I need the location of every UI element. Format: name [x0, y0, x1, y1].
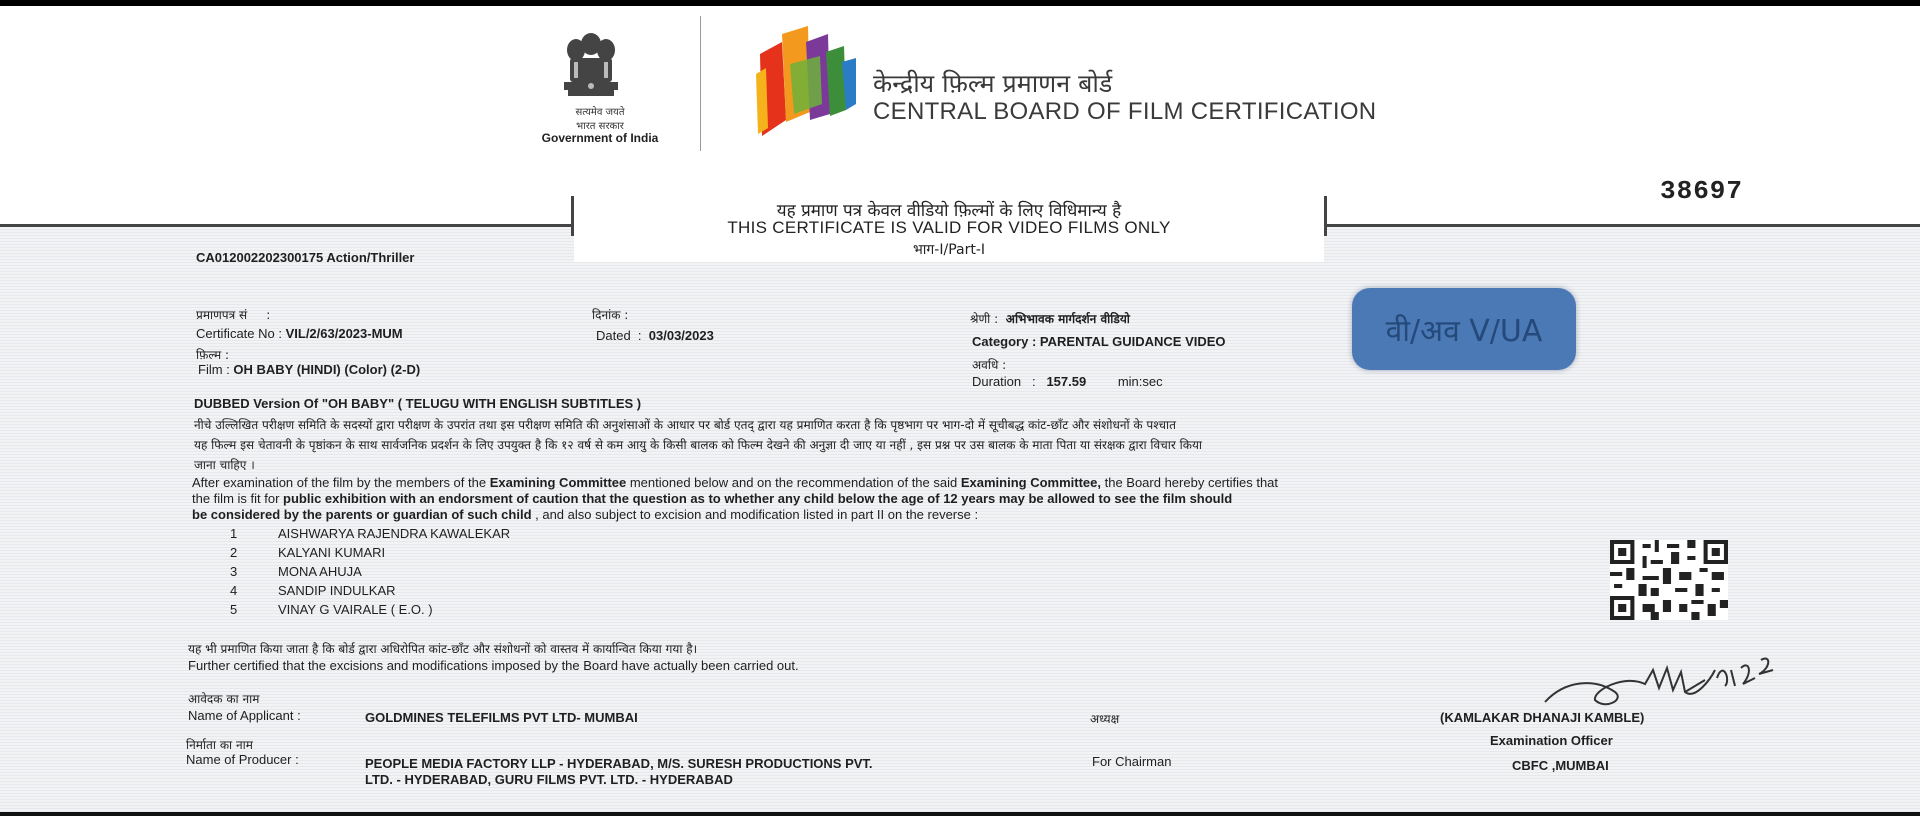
committee-member-2: KALYANI KUMARI	[278, 545, 386, 560]
applicant-label-hindi: आवेदक का नाम	[188, 692, 260, 706]
english-paragraph-line-3: be considered by the parents or guardian of such child , and also subject to excision and modification listed in part II on the reverse :	[192, 507, 979, 522]
committee-member-1: AISHWARYA RAJENDRA KAWALEKAR	[278, 526, 511, 541]
committee-number-2: 2	[230, 545, 238, 560]
header-divider	[700, 16, 701, 151]
band-tick-right	[1324, 196, 1327, 236]
top-border	[0, 0, 1920, 6]
reference-code: CA012002202300175 Action/Thriller	[196, 250, 415, 265]
state-emblem-icon	[556, 30, 626, 105]
board-english-name: CENTRAL BOARD OF FILM CERTIFICATION	[873, 98, 1377, 125]
officer-name: (KAMLAKAR DHANAJI KAMBLE)	[1440, 710, 1645, 725]
category-row: Category : PARENTAL GUIDANCE VIDEO	[972, 334, 1226, 349]
duration-label-hindi: अवधि :	[972, 358, 1007, 372]
certificate-label-hindi: प्रमाणपत्र सं :	[196, 308, 271, 322]
dated-value: 03/03/2023	[648, 328, 714, 343]
dated-label: Dated	[596, 328, 631, 343]
category-value-hindi: अभिभावक मार्गदर्शन वीडियो	[1005, 312, 1130, 326]
committee-member-5: VINAY G VAIRALE ( E.O. )	[278, 602, 433, 617]
committee-member-4: SANDIP INDULKAR	[278, 583, 396, 598]
validity-part: भाग-I/Part-I	[912, 242, 986, 258]
dated-row: Dated : 03/03/2023	[596, 328, 714, 343]
producer-name-line-1: PEOPLE MEDIA FACTORY LLP - HYDERABAD, M/S. SURESH PRODUCTIONS PVT.	[365, 756, 873, 771]
committee-number-4: 4	[230, 583, 238, 598]
further-certified-english: Further certified that the excisions and modifications imposed by the Board have actually been carried out.	[188, 658, 799, 673]
producer-label: Name of Producer :	[186, 752, 299, 767]
committee-number-1: 1	[230, 526, 238, 541]
film-row: Film : OH BABY (HINDI) (Color) (2-D)	[198, 362, 421, 377]
applicant-name: GOLDMINES TELEFILMS PVT LTD- MUMBAI	[365, 710, 638, 725]
english-paragraph-line-2: the film is fit for public exhibition with an endorsment of caution that the question as to whether any child below the age of 12 years may be allowed to see the film should	[192, 491, 1233, 506]
band-rule-left	[0, 224, 572, 227]
officer-office: CBFC ,MUMBAI	[1512, 758, 1609, 773]
hindi-paragraph-line-1: नीचे उल्लिखित परीक्षण समिति के सदस्यों द्वारा परीक्षण के उपरांत तथा इस परीक्षण समिति की अनुशंसाओं के आधार पर बोर्ड एतद् द्वारा यह प्रमाणित करता है कि पृष्ठभाग पर भाग-दो में सूचीबद्ध कांट-छाँट और संशोधनों के पश्चात	[194, 418, 1176, 432]
validity-hindi: यह प्रमाण पत्र केवल वीडियो फ़िल्मों के लिए विधिमान्य है	[776, 201, 1122, 221]
duration-row: Duration : 157.59 min:sec	[972, 374, 1163, 389]
chairman-hindi: अध्यक्ष	[1090, 712, 1120, 726]
category-hindi-row: श्रेणी : अभिभावक मार्गदर्शन वीडियो	[970, 312, 1130, 326]
film-label-hindi: फ़िल्म :	[196, 348, 230, 362]
serial-number: 38697	[1660, 176, 1744, 206]
applicant-label: Name of Applicant :	[188, 708, 301, 723]
qr-code-icon	[1610, 540, 1728, 620]
validity-english: THIS CERTIFICATE IS VALID FOR VIDEO FILMS ONLY	[727, 218, 1171, 237]
board-hindi-name: केन्द्रीय फ़िल्म प्रमाणन बोर्ड	[873, 69, 1113, 98]
certificate-row: Certificate No : VIL/2/63/2023-MUM	[196, 326, 403, 341]
for-chairman: For Chairman	[1092, 754, 1172, 769]
film-title: OH BABY (HINDI) (Color) (2-D)	[233, 362, 421, 377]
committee-number-3: 3	[230, 564, 238, 579]
hindi-paragraph-line-3: जाना चाहिए ।	[194, 458, 255, 472]
category-label: Category	[972, 334, 1029, 349]
english-paragraph-line-1: After examination of the film by the members of the Examining Committee mentioned below and on the recommendation of the said Examining Committee, the Board hereby certifies that	[192, 475, 1279, 490]
producer-label-hindi: निर्माता का नाम	[186, 738, 253, 752]
duration-unit: min:sec	[1117, 374, 1163, 389]
committee-number-5: 5	[230, 602, 238, 617]
producer-name-line-2: LTD. - HYDERABAD, GURU FILMS PVT. LTD. - HYDERABAD	[365, 772, 733, 787]
cbfc-logo-icon	[750, 24, 860, 142]
rating-badge: वी/अव V/UA	[1352, 288, 1576, 370]
certificate-label: Certificate No	[196, 326, 275, 341]
film-label: Film	[198, 362, 223, 377]
certificate-number: VIL/2/63/2023-MUM	[285, 326, 403, 341]
hindi-paragraph-line-2: यह फिल्म इस चेतावनी के पृष्ठांकन के साथ सार्वजनिक प्रदर्शन के लिए उपयुक्त है कि १२ वर्ष से कम आयु के किसी बालक को फिल्म देखने की अनुज्ञा दी जाए या नहीं , इस प्रश्न पर उस बालक के माता पिता या संरक्षक द्वारा विचार किया	[194, 438, 1203, 452]
gov-motto: सत्यमेव जयते	[575, 107, 625, 118]
gov-hindi-name: भारत सरकार	[576, 121, 624, 132]
dubbed-note: DUBBED Version Of "OH BABY" ( TELUGU WITH ENGLISH SUBTITLES )	[194, 396, 642, 411]
bottom-border	[0, 812, 1920, 816]
committee-member-3: MONA AHUJA	[278, 564, 362, 579]
category-value: PARENTAL GUIDANCE VIDEO	[1039, 334, 1226, 349]
duration-value: 157.59	[1046, 374, 1087, 389]
band-rule-right	[1326, 224, 1920, 227]
officer-title: Examination Officer	[1490, 733, 1613, 748]
dated-label-hindi: दिनांक :	[592, 308, 629, 322]
gov-english-name: Government of India	[541, 131, 659, 145]
officer-signature	[1535, 640, 1795, 720]
further-certified-hindi: यह भी प्रमाणित किया जाता है कि बोर्ड द्वारा अधिरोपित कांट-छाँट और संशोधनों को वास्तव में कार्यान्वित किया गया है।	[188, 642, 698, 656]
duration-label: Duration	[972, 374, 1022, 389]
